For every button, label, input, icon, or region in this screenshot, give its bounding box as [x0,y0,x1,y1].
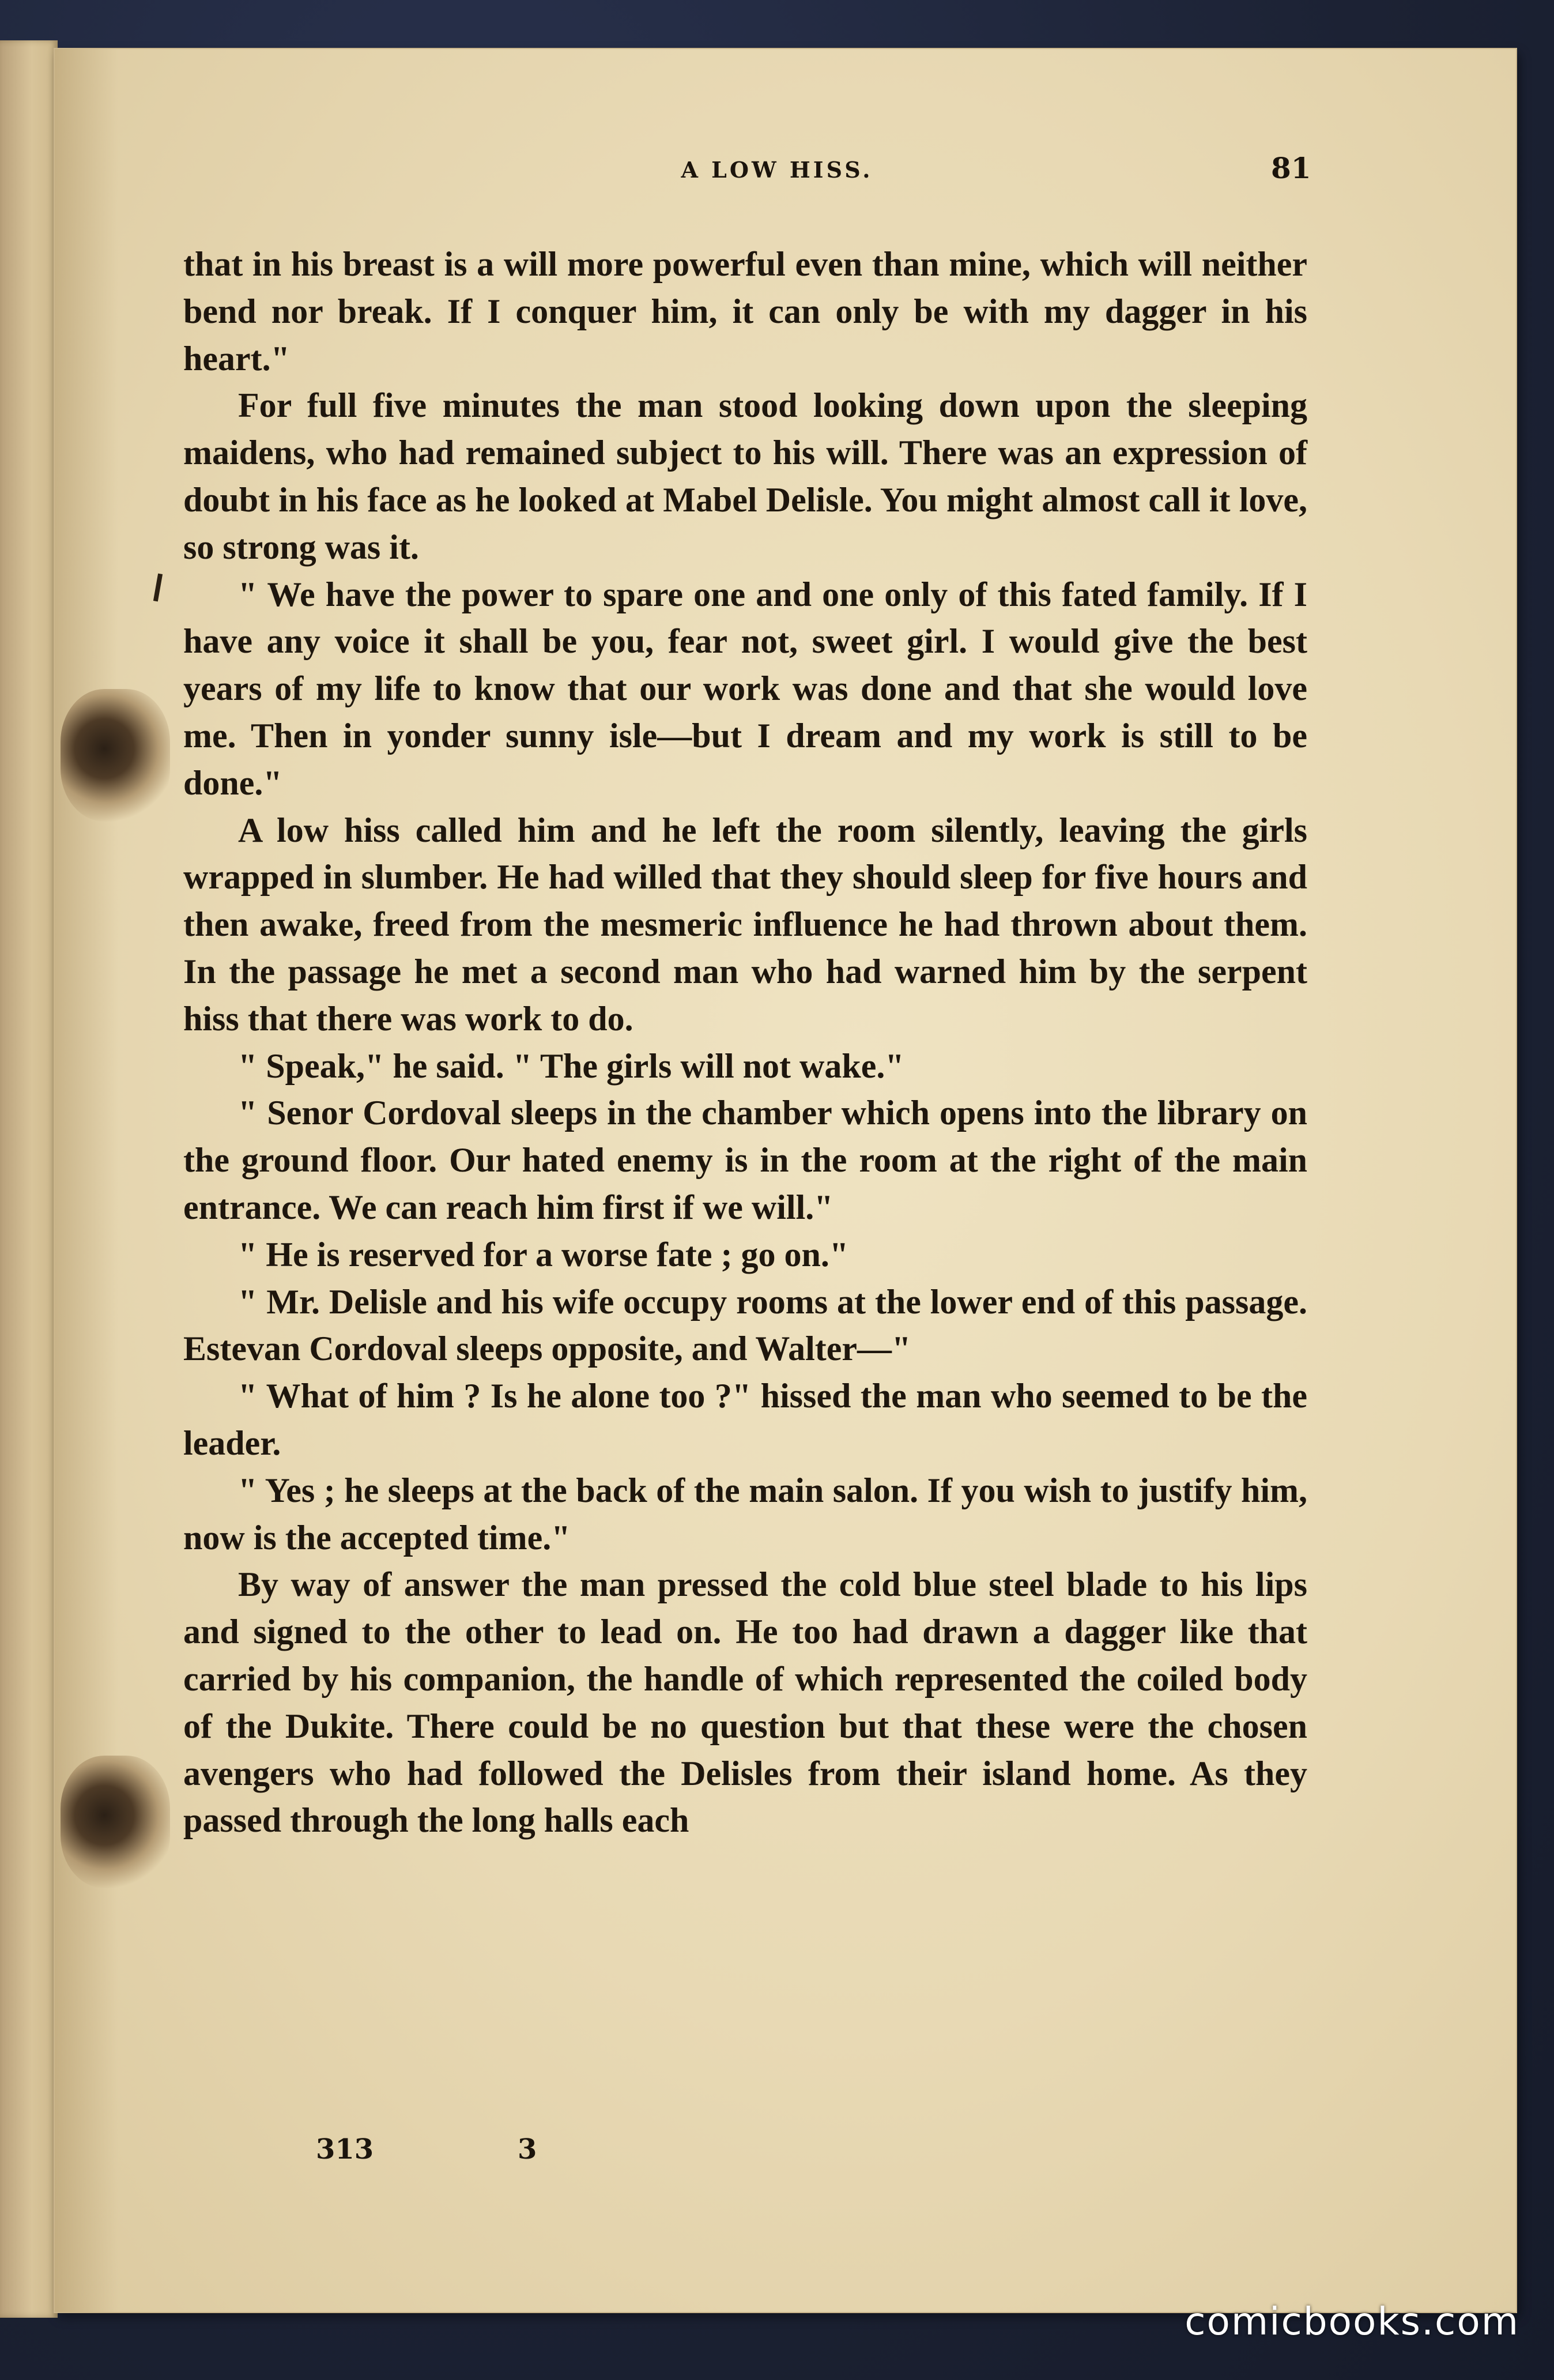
paragraph: By way of answer the man pressed the cold blue steel blade to his lips and signed to the other to lead on. He too had drawn a dagger like that carried by his companion, the handle of which represented the coiled body of the Dukite. There could be no question but that these were the chosen avengers who had followed the Delisles from their island home. As they passed through the long halls each [183,1565,1307,1840]
paragraph: " We have the power to spare one and one only of this fated family. If I have any voice it shall be you, fear not, sweet girl. I would give the best years of my life to know that our work was done and that she would love me. Then in yonder sunny isle—but I dream and my work is still to be done." [183,575,1307,802]
site-watermark: comicbooks.com [1185,2299,1519,2344]
printer-signature [0,2133,1554,2174]
paragraph: that in his breast is a will more powerful even than mine, which will neither bend nor break. If I conquer him, it can only be with my dagger in his heart." [183,245,1307,378]
signature-number: 313 [316,2133,374,2166]
signature-mark: 3 [518,2133,537,2166]
paragraph: " He is reserved for a worse fate ; go on." [238,1235,849,1274]
binding-hole-bottom [61,1756,170,1888]
paragraph: " Speak," he said. " The girls will not wake." [238,1046,904,1085]
paragraph: " Yes ; he sleeps at the back of the main salon. If you wish to justify him, now is the accepted time." [183,1471,1307,1557]
page-number: 81 [1271,151,1311,185]
paragraph: " What of him ? Is he alone too ?" hissed the man who seemed to be the leader. [183,1377,1307,1462]
paragraph: A low hiss called him and he left the room silently, leaving the girls wrapped in slumber. He had willed that they should sleep for five hours and then awake, freed from the mesmeric influence he had thrown about them. In the passage he met a second man who had warned him by the serpent hiss that there was work to do. [183,811,1307,1038]
paragraph: For full five minutes the man stood looking down upon the sleeping maidens, who had remained subject to his will. There was an expression of doubt in his face as he looked at Mabel Delisle. You might almost call it love, so strong was it. [183,386,1307,566]
paragraph: " Mr. Delisle and his wife occupy rooms at the lower end of this passage. Estevan Cordoval sleeps opposite, and Walter—" [183,1282,1307,1368]
page-body-text [183,241,1307,1844]
running-head: A LOW HISS. [681,157,873,183]
previous-page-edge [0,40,58,2318]
paragraph: " Senor Cordoval sleeps in the chamber which opens into the library on the ground floor. Our hated enemy is in the room at the right of the main entrance. We can reach him first if we will." [183,1094,1307,1226]
binding-hole-top [61,689,170,822]
